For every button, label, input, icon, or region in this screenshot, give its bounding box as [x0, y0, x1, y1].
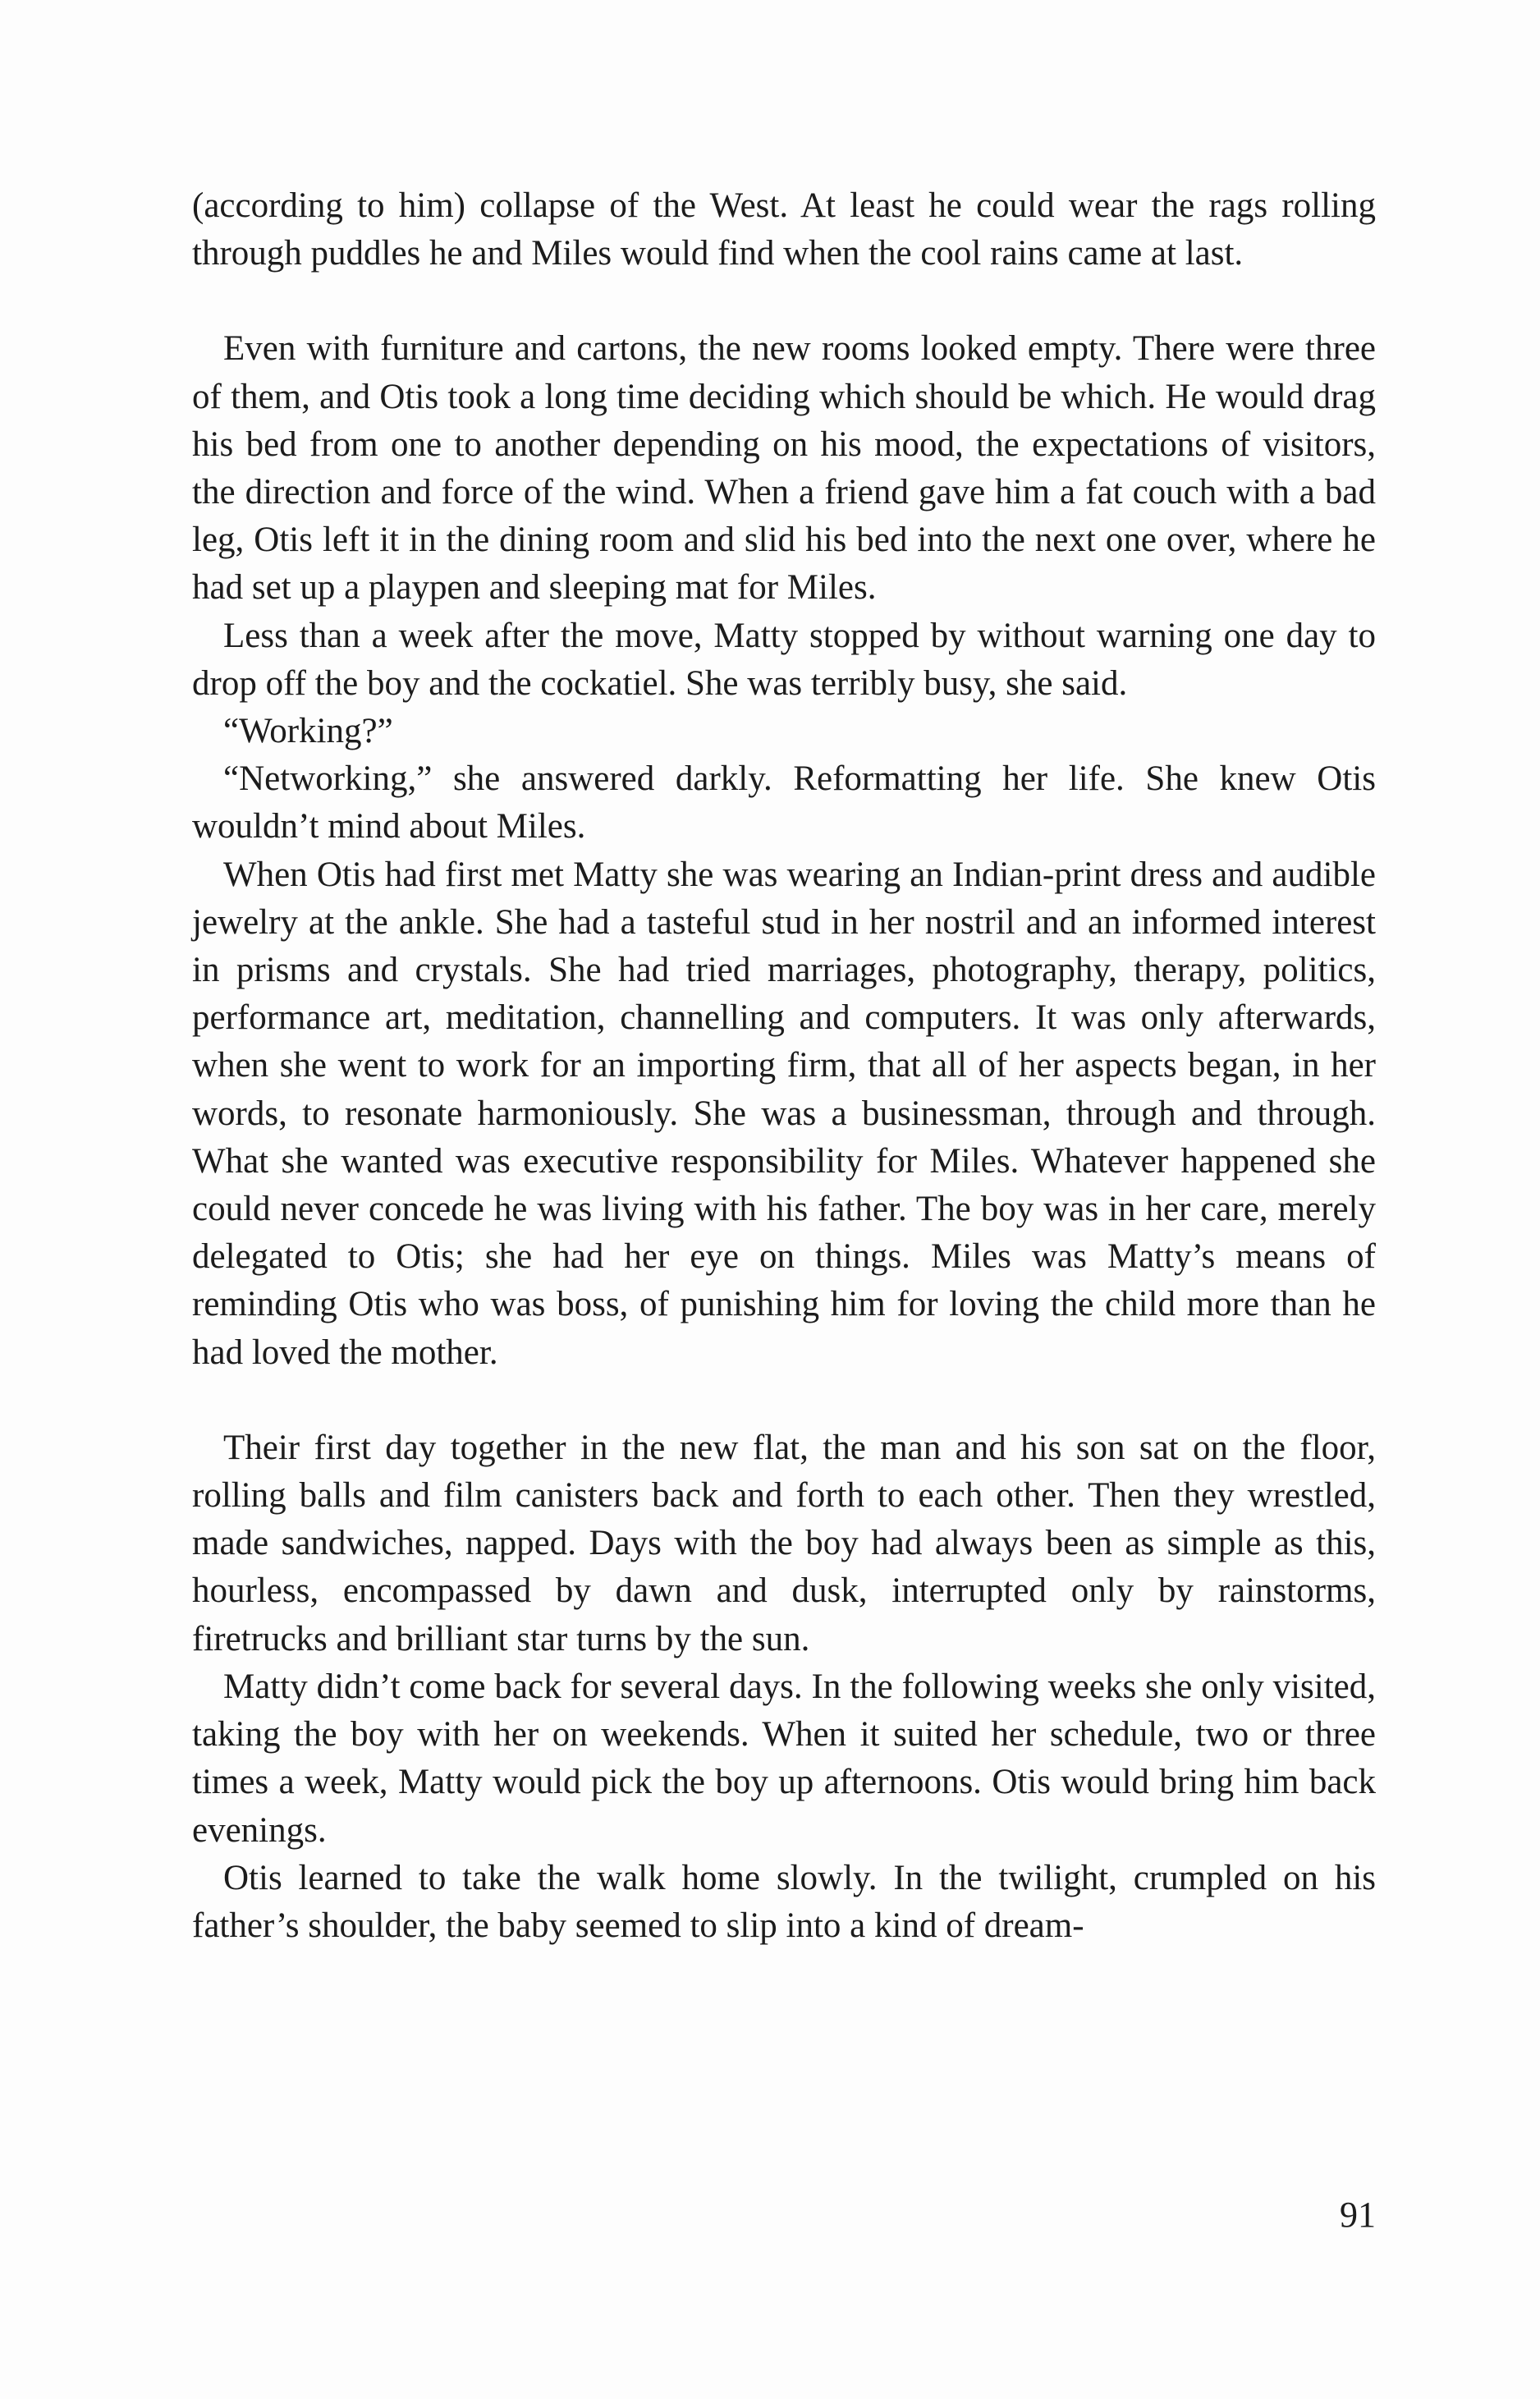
paragraph-matty-visit: Less than a week after the move, Matty stopped by without warning one day to drop off the boy and the cockatiel. She was terribly busy, she said.	[192, 616, 1376, 703]
paragraph-working-dialogue: “Working?”	[223, 712, 393, 751]
paragraph-visits: Matty didn’t come back for several days. In the following weeks she only visited, taking the boy with her on weekends. When it suited her schedule, two or three times a week, Matty would pick the boy up afternoons. Otis would bring him back evenings.	[192, 1667, 1376, 1850]
paragraph-matty-background: When Otis had first met Matty she was wearing an Indian-print dress and audible jewelry at the ankle. She had a tasteful stud in her nostril and an informed interest in prisms and crystals. She had tried marriages, photography, therapy, politics, performance art, meditation, channelling and computers. It was only afterwards, when she went to work for an importing firm, that all of her aspects began, in her words, to resonate harmoniously. She was a businessman, through and through. What she wanted was executive responsibility for Miles. Whatever happened she could never concede he was living with his father. The boy was in her care, merely delegated to Otis; she had her eye on things. Miles was Matty’s means of reminding Otis who was boss, of punishing him for loving the child more than he had loved the mother.	[192, 855, 1376, 1372]
paragraph-networking-dialogue: “Networking,” she answered darkly. Reformatting her life. She knew Otis wouldn’t mind about Miles.	[192, 759, 1376, 846]
paragraph-continued: (according to him) collapse of the West. At least he could wear the rags rolling through puddles he and Miles would find when the cool rains came at last.	[192, 186, 1376, 273]
paragraph-walk-home: Otis learned to take the walk home slowly. In the twilight, crumpled on his father’s shoulder, the baby seemed to slip into a kind of dream-	[192, 1858, 1376, 1945]
body-text	[192, 182, 1376, 1950]
paragraph-new-rooms: Even with furniture and cartons, the new rooms looked empty. There were three of them, and Otis took a long time deciding which should be which. He would drag his bed from one to another depending on his mood, the expectations of visitors, the direction and force of the wind. When a friend gave him a fat couch with a bad leg, Otis left it in the dining room and slid his bed into the next one over, where he had set up a playpen and sleeping mat for Miles.	[192, 329, 1376, 608]
paragraph-first-day: Their first day together in the new flat, the man and his son sat on the floor, rolling balls and film canisters back and forth to each other. Then they wrestled, made sandwiches, napped. Days with the boy had always been as simple as this, hourless, encompassed by dawn and dusk, interrupted only by rainstorms, firetrucks and brilliant star turns by the sun.	[192, 1428, 1376, 1658]
page-number: 91	[1340, 2195, 1376, 2235]
